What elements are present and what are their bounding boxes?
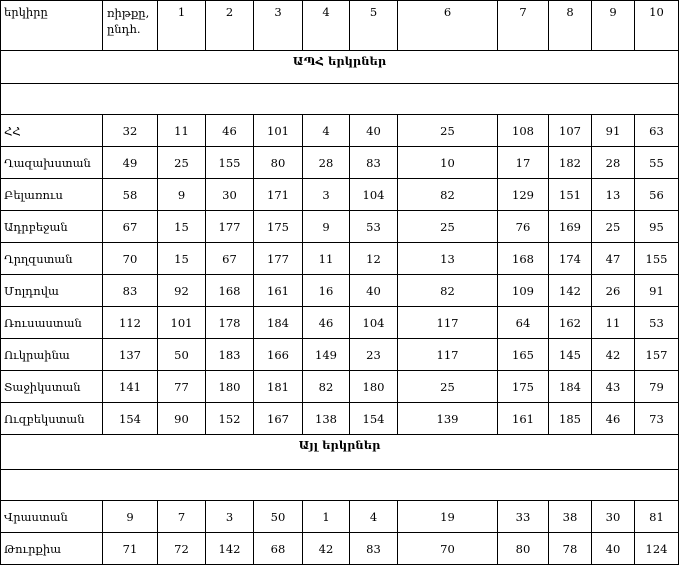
- value-cell-9: 43: [592, 371, 635, 403]
- header-col-6: 6: [398, 1, 498, 51]
- value-cell-7: 109: [498, 275, 549, 307]
- value-cell-4: 9: [303, 211, 350, 243]
- country-cell: Ուկրաինա: [1, 339, 103, 371]
- value-cell-5: 12: [350, 243, 398, 275]
- value-cell-10: 157: [635, 339, 679, 371]
- value-cell-5: 104: [350, 179, 398, 211]
- value-cell-2: 3: [206, 501, 254, 533]
- value-cell-1: 50: [158, 339, 206, 371]
- value-cell-7: 33: [498, 501, 549, 533]
- value-cell-7: 175: [498, 371, 549, 403]
- value-cell-9: 13: [592, 179, 635, 211]
- header-rank: ռիթքը, ընդհ.: [103, 1, 158, 51]
- value-cell-3: 161: [254, 275, 303, 307]
- value-cell-1: 15: [158, 211, 206, 243]
- value-cell-8: 78: [549, 533, 592, 565]
- table-row: [1, 371, 679, 403]
- country-cell: Մոլդովա: [1, 275, 103, 307]
- value-cell-10: 53: [635, 307, 679, 339]
- value-cell-2: 155: [206, 147, 254, 179]
- table-row: [1, 275, 679, 307]
- value-cell-3: 171: [254, 179, 303, 211]
- value-cell-4: 138: [303, 403, 350, 435]
- value-cell-4: 46: [303, 307, 350, 339]
- value-cell-4: 42: [303, 533, 350, 565]
- value-cell-2: 183: [206, 339, 254, 371]
- spacer-row: [1, 470, 679, 501]
- rank-cell: 71: [103, 533, 158, 565]
- value-cell-7: 165: [498, 339, 549, 371]
- rank-cell: 137: [103, 339, 158, 371]
- value-cell-7: 108: [498, 115, 549, 147]
- table-row: [1, 501, 679, 533]
- table-row: [1, 179, 679, 211]
- value-cell-4: 4: [303, 115, 350, 147]
- rank-cell: 112: [103, 307, 158, 339]
- value-cell-8: 142: [549, 275, 592, 307]
- value-cell-5: 40: [350, 115, 398, 147]
- country-cell: Ղազախստան: [1, 147, 103, 179]
- value-cell-3: 175: [254, 211, 303, 243]
- country-cell: Ադրբեջան: [1, 211, 103, 243]
- spacer-cell: [1, 84, 679, 115]
- value-cell-3: 101: [254, 115, 303, 147]
- value-cell-4: 82: [303, 371, 350, 403]
- value-cell-6: 70: [398, 533, 498, 565]
- header-col-8: 8: [549, 1, 592, 51]
- value-cell-1: 77: [158, 371, 206, 403]
- value-cell-6: 82: [398, 179, 498, 211]
- value-cell-6: 19: [398, 501, 498, 533]
- value-cell-9: 40: [592, 533, 635, 565]
- country-cell: Ուզբեկստան: [1, 403, 103, 435]
- header-col-10: 10: [635, 1, 679, 51]
- value-cell-10: 56: [635, 179, 679, 211]
- value-cell-7: 129: [498, 179, 549, 211]
- rank-cell: 32: [103, 115, 158, 147]
- country-cell: ՀՀ: [1, 115, 103, 147]
- country-cell: Վրաստան: [1, 501, 103, 533]
- value-cell-2: 142: [206, 533, 254, 565]
- value-cell-4: 3: [303, 179, 350, 211]
- value-cell-9: 28: [592, 147, 635, 179]
- table-row: [1, 339, 679, 371]
- table-row: [1, 147, 679, 179]
- value-cell-10: 55: [635, 147, 679, 179]
- value-cell-3: 181: [254, 371, 303, 403]
- table-row: [1, 115, 679, 147]
- country-cell: Թուրքիա: [1, 533, 103, 565]
- value-cell-6: 25: [398, 371, 498, 403]
- value-cell-4: 149: [303, 339, 350, 371]
- value-cell-10: 124: [635, 533, 679, 565]
- value-cell-6: 117: [398, 339, 498, 371]
- header-col-7: 7: [498, 1, 549, 51]
- value-cell-7: 76: [498, 211, 549, 243]
- value-cell-3: 167: [254, 403, 303, 435]
- header-col-3: 3: [254, 1, 303, 51]
- section-title: ԱՊՀ երկրներ: [1, 51, 679, 84]
- value-cell-8: 174: [549, 243, 592, 275]
- rank-cell: 83: [103, 275, 158, 307]
- value-cell-8: 184: [549, 371, 592, 403]
- value-cell-10: 155: [635, 243, 679, 275]
- section-header-row: [1, 51, 679, 84]
- value-cell-6: 139: [398, 403, 498, 435]
- value-cell-10: 91: [635, 275, 679, 307]
- value-cell-3: 177: [254, 243, 303, 275]
- value-cell-5: 180: [350, 371, 398, 403]
- value-cell-9: 11: [592, 307, 635, 339]
- table-row: [1, 403, 679, 435]
- value-cell-1: 72: [158, 533, 206, 565]
- value-cell-3: 80: [254, 147, 303, 179]
- value-cell-1: 101: [158, 307, 206, 339]
- value-cell-2: 30: [206, 179, 254, 211]
- value-cell-2: 152: [206, 403, 254, 435]
- value-cell-3: 166: [254, 339, 303, 371]
- value-cell-2: 180: [206, 371, 254, 403]
- value-cell-1: 11: [158, 115, 206, 147]
- value-cell-8: 162: [549, 307, 592, 339]
- header-col-1: 1: [158, 1, 206, 51]
- value-cell-8: 182: [549, 147, 592, 179]
- value-cell-1: 9: [158, 179, 206, 211]
- value-cell-6: 25: [398, 211, 498, 243]
- value-cell-7: 80: [498, 533, 549, 565]
- table-row: [1, 243, 679, 275]
- value-cell-3: 68: [254, 533, 303, 565]
- header-col-9: 9: [592, 1, 635, 51]
- section-title: Այլ երկրներ: [1, 435, 679, 470]
- value-cell-10: 79: [635, 371, 679, 403]
- header-col-4: 4: [303, 1, 350, 51]
- value-cell-5: 40: [350, 275, 398, 307]
- rank-cell: 154: [103, 403, 158, 435]
- value-cell-8: 151: [549, 179, 592, 211]
- value-cell-7: 161: [498, 403, 549, 435]
- value-cell-2: 46: [206, 115, 254, 147]
- value-cell-10: 73: [635, 403, 679, 435]
- value-cell-4: 11: [303, 243, 350, 275]
- value-cell-8: 38: [549, 501, 592, 533]
- header-country: երկիրը: [1, 1, 103, 51]
- country-cell: Ռուսաստան: [1, 307, 103, 339]
- header-col-5: 5: [350, 1, 398, 51]
- country-cell: Բելառուս: [1, 179, 103, 211]
- value-cell-2: 177: [206, 211, 254, 243]
- value-cell-7: 168: [498, 243, 549, 275]
- value-cell-9: 91: [592, 115, 635, 147]
- value-cell-5: 83: [350, 147, 398, 179]
- table-row: [1, 307, 679, 339]
- value-cell-8: 107: [549, 115, 592, 147]
- value-cell-8: 145: [549, 339, 592, 371]
- value-cell-6: 10: [398, 147, 498, 179]
- value-cell-2: 178: [206, 307, 254, 339]
- value-cell-6: 13: [398, 243, 498, 275]
- value-cell-8: 185: [549, 403, 592, 435]
- value-cell-9: 25: [592, 211, 635, 243]
- value-cell-6: 117: [398, 307, 498, 339]
- value-cell-5: 4: [350, 501, 398, 533]
- value-cell-5: 104: [350, 307, 398, 339]
- value-cell-10: 81: [635, 501, 679, 533]
- value-cell-1: 92: [158, 275, 206, 307]
- value-cell-9: 46: [592, 403, 635, 435]
- spacer-row: [1, 84, 679, 115]
- value-cell-4: 16: [303, 275, 350, 307]
- value-cell-2: 67: [206, 243, 254, 275]
- value-cell-3: 184: [254, 307, 303, 339]
- value-cell-2: 168: [206, 275, 254, 307]
- value-cell-4: 1: [303, 501, 350, 533]
- value-cell-7: 17: [498, 147, 549, 179]
- value-cell-1: 15: [158, 243, 206, 275]
- rank-cell: 67: [103, 211, 158, 243]
- value-cell-7: 64: [498, 307, 549, 339]
- value-cell-9: 47: [592, 243, 635, 275]
- spacer-cell: [1, 470, 679, 501]
- value-cell-9: 26: [592, 275, 635, 307]
- value-cell-5: 23: [350, 339, 398, 371]
- value-cell-10: 95: [635, 211, 679, 243]
- section-header-row: [1, 435, 679, 470]
- header-col-2: 2: [206, 1, 254, 51]
- value-cell-4: 28: [303, 147, 350, 179]
- header-row: [1, 1, 679, 51]
- value-cell-8: 169: [549, 211, 592, 243]
- rank-cell: 70: [103, 243, 158, 275]
- value-cell-6: 82: [398, 275, 498, 307]
- value-cell-1: 25: [158, 147, 206, 179]
- value-cell-10: 63: [635, 115, 679, 147]
- value-cell-6: 25: [398, 115, 498, 147]
- value-cell-3: 50: [254, 501, 303, 533]
- value-cell-9: 30: [592, 501, 635, 533]
- value-cell-5: 154: [350, 403, 398, 435]
- rank-cell: 58: [103, 179, 158, 211]
- rank-cell: 141: [103, 371, 158, 403]
- rank-cell: 49: [103, 147, 158, 179]
- value-cell-5: 53: [350, 211, 398, 243]
- country-cell: Ղրղզստան: [1, 243, 103, 275]
- table-row: [1, 211, 679, 243]
- value-cell-1: 90: [158, 403, 206, 435]
- table-row: [1, 533, 679, 565]
- value-cell-9: 42: [592, 339, 635, 371]
- value-cell-1: 7: [158, 501, 206, 533]
- value-cell-5: 83: [350, 533, 398, 565]
- country-cell: Տաջիկստան: [1, 371, 103, 403]
- rank-cell: 9: [103, 501, 158, 533]
